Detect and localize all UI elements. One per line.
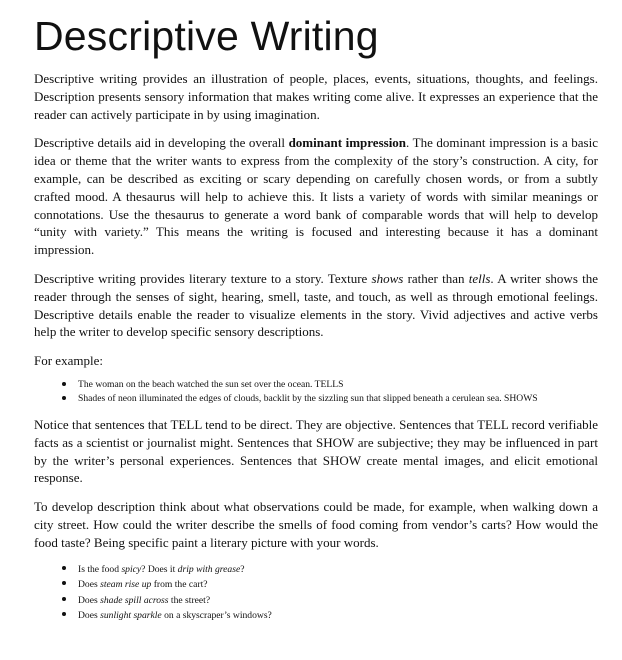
list-item: The woman on the beach watched the sun set over the ocean. TELLS [34,378,598,391]
italic-term-tells: tells [468,270,491,286]
list-item: Does sunlight sparkle on a skyscraper’s windows? [34,608,598,624]
list-item: Does steam rise up from the cart? [34,577,598,593]
develop-description-paragraph: To develop description think about what observations could be made, for example, when walking down a city street. How could the writer describe the smells of food coming from vendor’s carts? How would the food taste? Being specific paint a literary picture with your words. [34,499,598,550]
text-segment: Descriptive writing provides literary texture to a story. Texture [34,270,372,286]
intro-paragraph: Descriptive writing provides an illustration of people, places, events, situations, thoughts, and feelings. Description presents sensory information that makes writing come alive. It expresses an experience that the reader can actively participate in by using imagination. [34,71,598,122]
texture-paragraph [34,270,598,341]
question-list [34,562,598,624]
text-segment: Descriptive details aid in developing the overall [34,135,289,151]
for-example-label: For example: [34,353,103,369]
text-segment: rather than [403,270,469,286]
text-segment: . The dominant impression is a basic idea or theme that the writer wants to express from the complexity of the story’s construction. A city, for example, can be described as exciting or scary depending on carefully chosen words, or from a subtly crafted mood. A thesaurus will help to achieve this. It lists a variety of words with similar meanings or connotations. Use the thesaurus to generate a word bank of comparable words that will help to develop “unity with variety.” This means the writing is focused and interesting because it has a dominant impression. [34,135,598,258]
tell-show-paragraph: Notice that sentences that TELL tend to be direct. They are objective. Sentences that TELL record verifiable facts as a scientist or journalist might. Sentences that SHOW are subjective; they may be influenced in part by the writer’s personal experiences. Sentences that SHOW create mental images, and elicit emotional response. [34,416,598,486]
bold-term: dominant impression [288,135,407,151]
example-list [34,378,598,405]
list-item: Does shade spill across the street? [34,593,598,609]
text-segment: . A writer shows the reader through the senses of sight, hearing, smell, taste, and touch, as well as through emotional feelings. Descriptive details enable the reader to visualize elements in the story. Vivid adjectives and active verbs help the writer to develop specific sensory descriptions. [34,270,598,340]
list-item: Is the food spicy? Does it drip with grease? [34,562,598,578]
list-item: Shades of neon illuminated the edges of clouds, backlit by the sizzling sun that slipped beneath a cerulean sea. SHOWS [34,392,598,405]
italic-term-shows: shows [371,270,404,286]
dominant-impression-paragraph [34,134,598,259]
page-title: Descriptive Writing [34,13,379,59]
